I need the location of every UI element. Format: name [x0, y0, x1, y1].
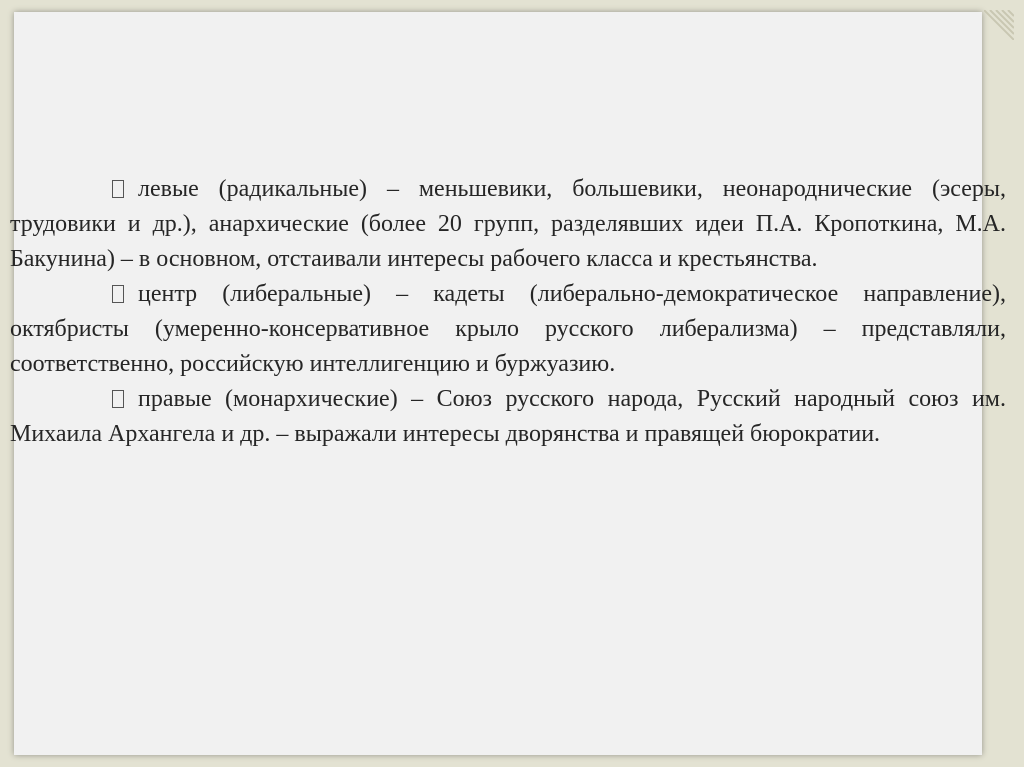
bullet-paragraph-center	[10, 277, 1006, 382]
missing-glyph-box-icon	[112, 285, 124, 303]
body-text	[0, 172, 1006, 452]
bullet-text: правые (монархические) – Союз русского народа, Русский народный союз им. Михаила Архангела и др. – выражали интересы дворянства и правящей бюрократии.	[10, 386, 1006, 447]
bullet-text: левые (радикальные) – меньшевики, большевики, неонароднические (эсеры, трудовики и др.), анархические (более 20 групп, разделявших идеи П.А. Кропоткина, М.А. Бакунина) – в основном, отстаивали интересы рабочего класса и крестьянства.	[10, 176, 1006, 272]
bullet-paragraph-left	[10, 172, 1006, 277]
bullet-paragraph-right	[10, 382, 1006, 452]
bullet-text: центр (либеральные) – кадеты (либерально-демократическое направление), октябристы (умеренно-консервативное крыло русского либерализма) – представляли, соответственно, российскую интеллигенцию и буржуазию.	[10, 281, 1006, 377]
diagonal-stripes-icon	[984, 10, 1014, 40]
missing-glyph-box-icon	[112, 180, 124, 198]
missing-glyph-box-icon	[112, 390, 124, 408]
